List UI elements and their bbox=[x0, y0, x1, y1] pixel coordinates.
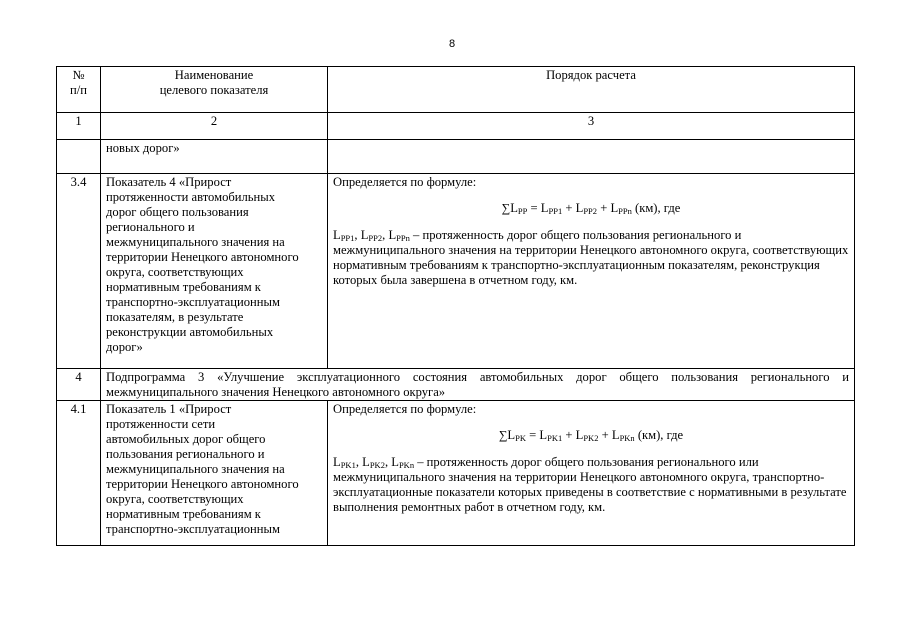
page-number: 8 bbox=[448, 38, 456, 50]
row-3-4-name-line: округа, соответствующих bbox=[106, 265, 244, 279]
row-4-1-name-line: округа, соответствующих bbox=[106, 492, 244, 506]
row-4-subprogram-title: Подпрограмма 3 «Улучшение эксплуатационного состояния автомобильных дорог общего пользования регионального и межмуниципального значения Ненецкого автономного округа» bbox=[101, 369, 855, 401]
table-row-4 bbox=[57, 369, 855, 401]
row-3-4-name-line: протяженности автомобильных bbox=[106, 190, 276, 204]
header-name-cell bbox=[101, 67, 328, 113]
sum-symbol: ∑ bbox=[498, 428, 508, 442]
row-3-4-name-line: дорог» bbox=[106, 340, 143, 354]
header-method-cell: Порядок расчета bbox=[328, 67, 855, 113]
row-4-1-number: 4.1 bbox=[57, 401, 101, 546]
column-number-2: 2 bbox=[101, 113, 328, 140]
row-4-1-name-line: нормативным требованиям к bbox=[106, 507, 261, 521]
header-name-line2: целевого показателя bbox=[159, 83, 269, 97]
row-4-1-name-line: территории Ненецкого автономного bbox=[106, 477, 299, 491]
sum-symbol: ∑ bbox=[501, 201, 511, 215]
row-3-4-name-line: дорог общего пользования bbox=[106, 205, 249, 219]
row-3-4-intro: Определяется по формуле: bbox=[333, 175, 477, 189]
row-3-4-name-line: регионального и bbox=[106, 220, 195, 234]
header-number-cell bbox=[57, 67, 101, 113]
row-3-4-legend: $L_{PP1}$, $L_{PP2}$, $L_{PPn}$ – протяженность дорог общего пользования регионального и межмуниципального значения на территории Ненецкого автономного округа, соответствующих нормативным требованиям к транспортно-эксплуатационным показателям, реконструкция которых была завершена в отчетном году, км. bbox=[333, 228, 849, 287]
continuation-number-cell bbox=[57, 140, 101, 174]
row-3-4-name-line: реконструкции автомобильных bbox=[106, 325, 274, 339]
continuation-method-cell bbox=[328, 140, 855, 174]
continuation-name-cell: новых дорог» bbox=[101, 140, 328, 174]
row-3-4-name-line: показателям, в результате bbox=[106, 310, 244, 324]
row-3-4-name-cell bbox=[101, 174, 328, 369]
column-number-row bbox=[57, 113, 855, 140]
header-number-line1: № bbox=[72, 68, 85, 82]
row-4-number: 4 bbox=[57, 369, 101, 401]
row-4-1-name-line: транспортно-эксплуатационным bbox=[106, 522, 280, 536]
row-3-4-number: 3.4 bbox=[57, 174, 101, 369]
row-3-4-name-line: территории Ненецкого автономного bbox=[106, 250, 299, 264]
header-name-line1: Наименование bbox=[174, 68, 254, 82]
row-4-1-name-line: автомобильных дорог общего bbox=[106, 432, 266, 446]
row-4-1-legend: $L_{PK1}$, $L_{PK2}$, $L_{PKn}$ – протяженность дорог общего пользования регионального или межмуниципального значения на территории Ненецкого автономного округа, транспортно-эксплуатационные показатели которых приведены в соответствие с нормативными в результате выполнения ремонтных работ в отчетном году, км. bbox=[333, 455, 847, 514]
header-number-line2: п/п bbox=[70, 83, 87, 97]
row-4-1-formula: $\sum L_{PK} = L_{PK1} + L_{PK2} + L_{PKn}$ (км), где bbox=[498, 428, 684, 443]
row-4-1-name-cell bbox=[101, 401, 328, 546]
table-row-continuation bbox=[57, 140, 855, 174]
indicators-table bbox=[56, 66, 855, 546]
row-3-4-name-line: Показатель 4 «Прирост bbox=[106, 175, 232, 189]
table-row-4-1 bbox=[57, 401, 855, 546]
table-row-3-4 bbox=[57, 174, 855, 369]
row-3-4-method-cell bbox=[328, 174, 855, 369]
row-4-1-intro: Определяется по формуле: bbox=[333, 402, 477, 416]
row-4-1-name-line: пользования регионального и bbox=[106, 447, 265, 461]
column-number-3: 3 bbox=[328, 113, 855, 140]
row-3-4-name-line: нормативным требованиям к bbox=[106, 280, 261, 294]
row-4-1-name-line: Показатель 1 «Прирост bbox=[106, 402, 232, 416]
row-4-1-name-line: протяженности сети bbox=[106, 417, 216, 431]
row-3-4-name-line: транспортно-эксплуатационным bbox=[106, 295, 280, 309]
column-number-1: 1 bbox=[57, 113, 101, 140]
row-4-1-name-line: межмуниципального значения на bbox=[106, 462, 285, 476]
table-header-row bbox=[57, 67, 855, 113]
row-4-1-method-cell bbox=[328, 401, 855, 546]
row-3-4-formula: $\sum L_{PP} = L_{PP1} + L_{PP2} + L_{PPn}$ (км), где bbox=[501, 201, 681, 216]
row-3-4-name-line: межмуниципального значения на bbox=[106, 235, 285, 249]
